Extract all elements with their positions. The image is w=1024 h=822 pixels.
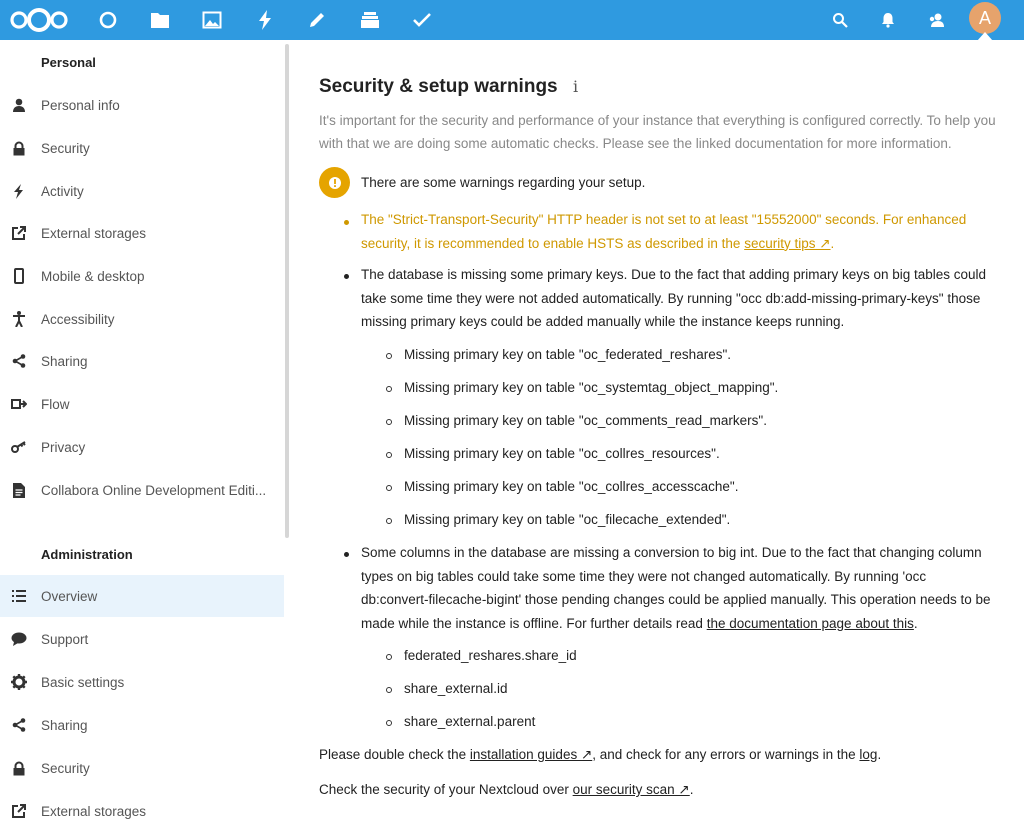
bell-icon[interactable] [876, 8, 900, 32]
sub-bullet [386, 687, 392, 693]
list-icon [11, 588, 27, 604]
sub-bullet [386, 485, 392, 491]
bullet-dot [344, 220, 349, 225]
dashboard-icon[interactable] [96, 8, 120, 32]
list-item: federated_reshares.share_id [404, 648, 577, 663]
security-scan-link[interactable]: our security scan ↗ [572, 782, 690, 797]
warning-icon [319, 167, 350, 198]
sidebar-item-personal-info[interactable]: Personal info [0, 84, 284, 126]
external-storage-icon [11, 803, 27, 819]
user-avatar[interactable] [969, 2, 1001, 34]
main-content [289, 40, 1024, 822]
intro-text: It's important for the security and performance of your instance that everything is configured correctly. To help you with that we are doing some automatic checks. Please see the linked documentation for more information. [319, 113, 996, 151]
hsts-warning: The "Strict-Transport-Security" HTTP header is not set to at least "15552000" seconds. For enhanced security, it is recommended to enable HSTS as described in the security tips ↗. [361, 212, 967, 251]
search-icon[interactable] [828, 8, 852, 32]
sub-bullet [386, 518, 392, 524]
sidebar-item-accessibility[interactable]: Accessibility [0, 298, 284, 340]
sub-bullet [386, 353, 392, 359]
activity-icon[interactable] [253, 8, 277, 32]
share-icon [11, 717, 27, 733]
documentation-link[interactable]: the documentation page about this [706, 615, 914, 631]
sidebar-item-basic-settings[interactable]: Basic settings [0, 661, 284, 703]
sub-bullet [386, 452, 392, 458]
key-icon [11, 439, 27, 455]
list-item: share_external.id [404, 681, 508, 696]
sidebar-item-overview[interactable]: Overview [0, 575, 284, 617]
files-icon[interactable] [148, 8, 172, 32]
phone-icon [11, 268, 27, 284]
external-storage-icon [11, 225, 27, 241]
flow-icon [11, 396, 27, 412]
security-tips-link[interactable]: security tips ↗ [744, 235, 831, 251]
sidebar-item-external-storages[interactable]: External storages [0, 212, 284, 254]
deck-icon[interactable] [358, 8, 382, 32]
contacts-icon[interactable] [925, 8, 949, 32]
list-item: Missing primary key on table "oc_comments_read_markers". [404, 413, 767, 428]
share-icon [11, 353, 27, 369]
sub-bullet [386, 720, 392, 726]
list-item: share_external.parent [404, 714, 536, 729]
list-item: Missing primary key on table "oc_federated_reshares". [404, 347, 731, 362]
sidebar-item-activity[interactable]: Activity [0, 170, 284, 212]
personal-heading: Personal [41, 55, 96, 70]
bullet-dot [344, 274, 349, 279]
lock-icon [11, 760, 27, 776]
sidebar-item-privacy[interactable]: Privacy [0, 426, 284, 468]
sidebar-item-admin-sharing[interactable]: Sharing [0, 704, 284, 746]
list-item: Missing primary key on table "oc_filecache_extended". [404, 512, 731, 527]
sidebar-item-collabora[interactable]: Collabora Online Development Editi... [0, 469, 284, 511]
sidebar-item-support[interactable]: Support [0, 618, 284, 660]
sidebar-item-security[interactable]: Security [0, 127, 284, 169]
double-check-text: Please double check the installation guides ↗, and check for any errors or warnings in the log. [319, 747, 882, 762]
info-icon[interactable]: i [573, 77, 579, 96]
sidebar-item-flow[interactable]: Flow [0, 383, 284, 425]
gear-icon [11, 674, 27, 690]
primary-keys-warning: The database is missing some primary keys. Due to the fact that adding primary keys on big tables could take some time they were not added automatically. By running "occ db:add-missing-primary-keys" those missing primary keys could be added manually while the instance keeps running. [361, 267, 987, 329]
log-link[interactable]: log [859, 747, 878, 762]
lock-icon [11, 140, 27, 156]
list-item: Missing primary key on table "oc_systemtag_object_mapping". [404, 380, 779, 395]
sub-bullet [386, 386, 392, 392]
sub-bullet [386, 654, 392, 660]
sidebar-item-admin-security[interactable]: Security [0, 747, 284, 789]
photos-icon[interactable] [200, 8, 224, 32]
bigint-warning: Some columns in the database are missing a conversion to big int. Due to the fact that changing column types on big tables could take some time they were not changed automatically. By running 'occ db:convert-filecache-bigint' those pending changes could be applied manually. This operation needs to be made while the instance is offline. For further details read the documentation page about this. [361, 545, 991, 631]
page-title: Security & setup warnings [319, 76, 558, 97]
tasks-icon[interactable] [410, 8, 434, 32]
sub-bullet [386, 419, 392, 425]
text-icon[interactable] [305, 8, 329, 32]
security-scan-text: Check the security of your Nextcloud over our security scan ↗. [319, 782, 694, 797]
sidebar-item-admin-external-storages[interactable]: External storages [0, 790, 284, 822]
top-header [0, 0, 1024, 40]
warning-summary: There are some warnings regarding your setup. [361, 175, 646, 190]
avatar-letter: A [978, 7, 991, 28]
list-item: Missing primary key on table "oc_collres_accesscache". [404, 479, 739, 494]
activity-icon [11, 183, 27, 199]
accessibility-icon [11, 311, 27, 327]
user-icon [11, 97, 27, 113]
logo-icon[interactable] [8, 6, 70, 34]
document-icon [11, 482, 27, 498]
sidebar-item-sharing[interactable]: Sharing [0, 340, 284, 382]
bullet-dot [344, 552, 349, 557]
sidebar-item-mobile-desktop[interactable]: Mobile & desktop [0, 255, 284, 297]
comment-icon [11, 631, 27, 647]
administration-heading: Administration [41, 547, 133, 562]
list-item: Missing primary key on table "oc_collres_resources". [404, 446, 720, 461]
sidebar [0, 40, 284, 822]
installation-guides-link[interactable]: installation guides ↗ [469, 747, 593, 762]
